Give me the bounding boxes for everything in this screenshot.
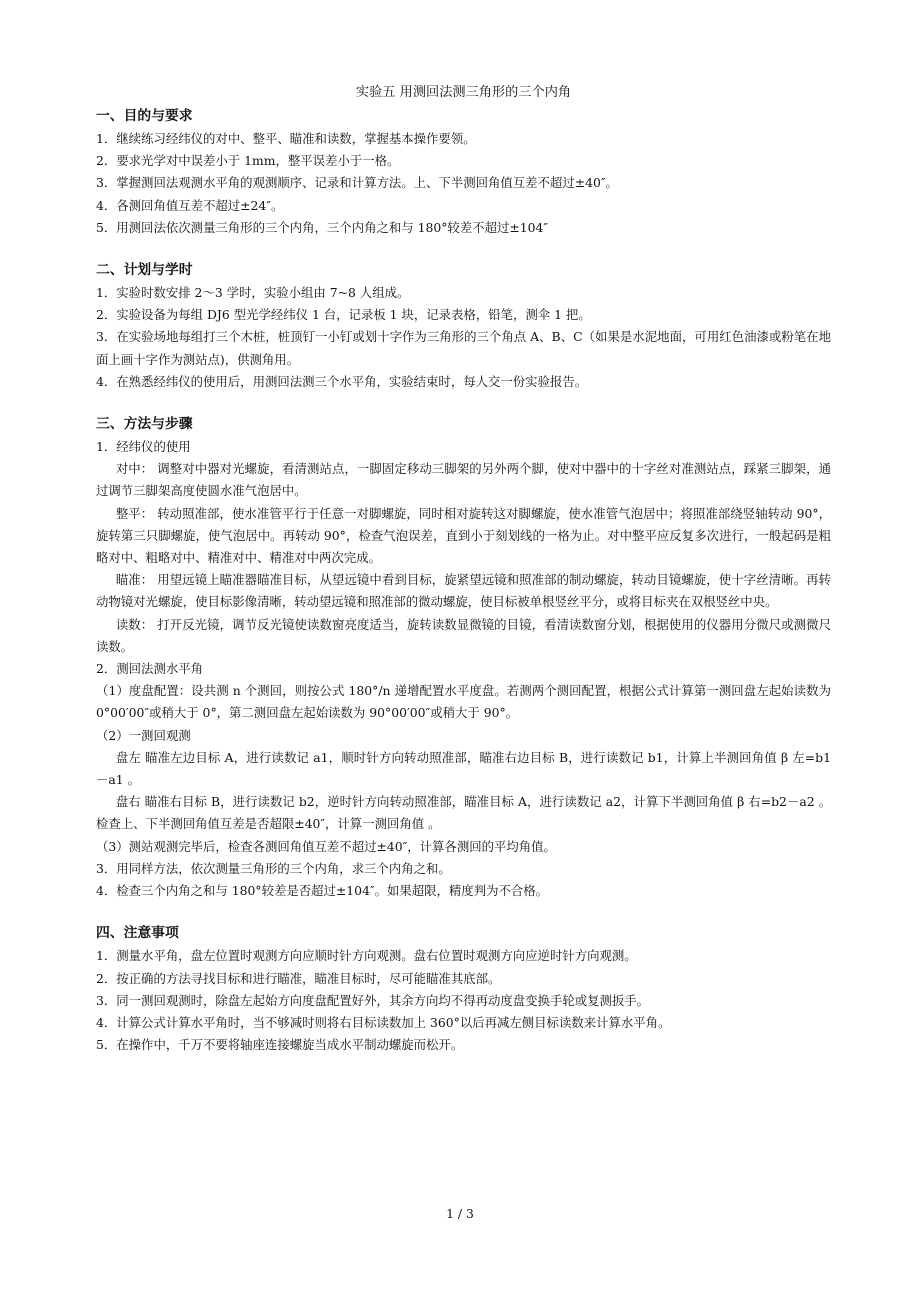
section-precautions bbox=[96, 921, 831, 1056]
section-objectives bbox=[96, 104, 831, 239]
list-item: 3．用同样方法，依次测量三角形的三个内角，求三个内角之和。 bbox=[96, 860, 451, 876]
paragraph-leveling: 整平： 转动照准部，使水准管平行于任意一对脚螺旋，同时相对旋转这对脚螺旋，使水准管气泡居中；将照准部绕竖轴转动 90°，旋转第三只脚螺旋，使气泡居中。再转动 90°，检查气泡误差，直到小于刻划线的一格为止。对中整平应反复多次进行，一般起码是粗略对中、粗略对中、精准对中、精准对中两次完成。 bbox=[96, 505, 831, 566]
section-heading: 一、目的与要求 bbox=[96, 108, 193, 124]
list-item: 4．各测回角值互差不超过±24″。 bbox=[96, 197, 284, 213]
list-item: 5．用测回法依次测量三角形的三个内角，三个内角之和与 180°较差不超过±104″ bbox=[96, 219, 549, 235]
section-spacer bbox=[96, 902, 831, 921]
section-spacer bbox=[96, 393, 831, 412]
page-number: 1 / 3 bbox=[446, 1206, 474, 1221]
list-item: 4．在熟悉经纬仪的使用后，用测回法测三个水平角，实验结束时，每人交一份实验报告。 bbox=[96, 373, 588, 389]
list-item: 3．同一测回观测时，除盘左起始方向度盘配置好外，其余方向均不得再动度盘变换手轮或复测扳手。 bbox=[96, 992, 650, 1008]
list-item: 2．要求光学对中误差小于 1mm，整平误差小于一格。 bbox=[96, 153, 400, 169]
paragraph-face-right: 盘右 瞄准右目标 B，进行读数记 b2，逆时针方向转动照准部，瞄准目标 A，进行读数记 a2，计算下半测回角值 β 右=b2－a2 。检查上、下半测回角值互差是否超限±40″，计算一测回角值 。 bbox=[96, 794, 831, 832]
section-spacer bbox=[96, 239, 831, 258]
list-item: 4．检查三个内角之和与 180°较差是否超过±104″。如果超限，精度判为不合格。 bbox=[96, 883, 549, 899]
list-item: 1．继续练习经纬仪的对中、整平、瞄准和读数，掌握基本操作要领。 bbox=[96, 131, 476, 146]
list-item: 1．测量水平角，盘左位置时观测方向应顺时针方向观测。盘右位置时观测方向应逆时针方向观测。 bbox=[96, 948, 637, 964]
list-item: 3．在实验场地每组打三个木桩，桩顶钉一小钉或划十字作为三角形的三个角点 A、B、C（如果是水泥地面，可用红色油漆或粉笔在地面上画十字作为测站点)，供测角用。 bbox=[96, 329, 831, 367]
paragraph-centering: 对中： 调整对中器对光螺旋，看清测站点，一脚固定移动三脚架的另外两个脚，使对中器中的十字丝对准测站点，踩紧三脚架，通过调节三脚架高度使圆水准气泡居中。 bbox=[96, 461, 831, 499]
list-item: （2）一测回观测 bbox=[96, 727, 191, 743]
list-item: 2．测回法测水平角 bbox=[96, 661, 204, 677]
paragraph-aiming: 瞄准： 用望远镜上瞄准器瞄准目标，从望远镜中看到目标，旋紧望远镜和照准部的制动螺旋，转动目镜螺旋，使十字丝清晰。再转动物镜对光螺旋，使目标影像清晰，转动望远镜和照准部的微动螺旋，使目标被单根竖丝平分，或将目标夹在双根竖丝中央。 bbox=[96, 572, 831, 610]
document-title: 实验五 用测回法测三角形的三个内角 bbox=[355, 85, 572, 100]
list-item: 5．在操作中，千万不要将轴座连接螺旋当成水平制动螺旋而松开。 bbox=[96, 1037, 464, 1053]
list-item: 1．实验时数安排 2～3 学时，实验小组由 7~8 人组成。 bbox=[96, 285, 410, 301]
list-item: 2．实验设备为每组 DJ6 型光学经纬仪 1 台，记录板 1 块，记录表格，铅笔，测伞 1 把。 bbox=[96, 307, 591, 323]
list-item: 4．计算公式计算水平角时，当不够减时则将右目标读数加上 360°以后再减左侧目标读数来计算水平角。 bbox=[96, 1014, 671, 1030]
section-heading: 二、计划与学时 bbox=[96, 262, 193, 279]
section-heading: 三、方法与步骤 bbox=[96, 416, 193, 433]
paragraph-dial-config: （1）度盘配置：设共测 n 个测回，则按公式 180°/n 递增配置水平度盘。若测两个测回配置，根据公式计算第一测回盘左起始读数为 0°00′00″或稍大于 0°，第二测回盘左起始读数为 90°00′00″或稍大于 90°。 bbox=[96, 683, 831, 721]
section-plan-hours bbox=[96, 258, 831, 393]
list-item: （3）测站观测完毕后，检查各测回角值互差不超过±40″，计算各测回的平均角值。 bbox=[96, 838, 556, 854]
paragraph-reading: 读数： 打开反光镜，调节反光镜使读数窗亮度适当，旋转读数显微镜的目镜，看清读数窗分划，根据使用的仪器用分微尺或测微尺读数。 bbox=[96, 616, 831, 654]
section-methods-steps bbox=[96, 412, 831, 902]
paragraph-face-left: 盘左 瞄准左边目标 A，进行读数记 a1，顺时针方向转动照准部，瞄准右边目标 B，进行读数记 b1，计算上半测回角值 β 左=b1－a1 。 bbox=[96, 749, 831, 788]
section-heading: 四、注意事项 bbox=[96, 925, 179, 942]
list-item: 1．经纬仪的使用 bbox=[96, 439, 191, 455]
document-page bbox=[96, 82, 831, 1056]
list-item: 3．掌握测回法观测水平角的观测顺序、记录和计算方法。上、下半测回角值互差不超过±40″。 bbox=[96, 175, 618, 191]
list-item: 2．按正确的方法寻找目标和进行瞄准，瞄准目标时，尽可能瞄准其底部。 bbox=[96, 970, 501, 986]
